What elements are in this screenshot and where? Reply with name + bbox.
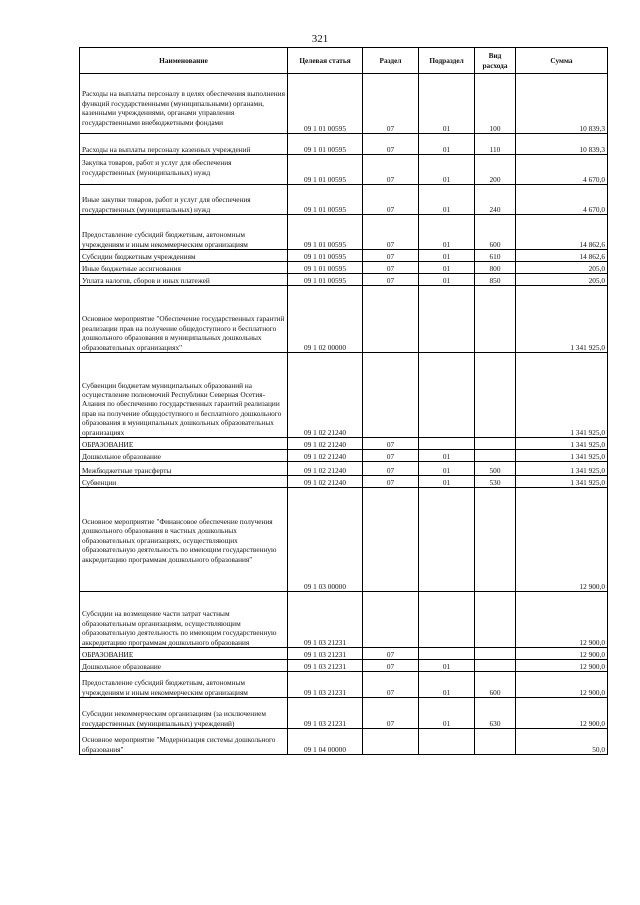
code-cell: 09 1 03 21231 [288, 592, 363, 648]
expense-type-cell: 600 [475, 215, 516, 250]
section-cell: 07 [363, 262, 419, 274]
name-text: Субсидии некоммерческим организациям (за исключением государственных (муниципальных) учреждений) [82, 709, 266, 728]
section-cell [363, 286, 419, 353]
amount-cell: 14 862,6 [516, 250, 608, 262]
code-cell: 09 1 02 21240 [288, 353, 363, 438]
budget-table [79, 47, 608, 755]
name-cell [80, 698, 288, 729]
name-cell [80, 250, 288, 262]
name-text: Субсидии бюджетным учреждениям [82, 251, 196, 261]
name-cell [80, 592, 288, 648]
table-row [80, 185, 608, 215]
name-text: Субвенции бюджетам муниципальных образований на осуществление полномочий Республики Северная Осетия-Алания по обеспечению государственных гарантий реализации прав на получение общедоступного и бесплатного дошкольного образования в муниципальных дошкольных образовательных организациях [82, 380, 282, 437]
expense-type-cell [475, 592, 516, 648]
name-cell [80, 134, 288, 155]
expense-type-cell [475, 450, 516, 462]
subsection-cell [419, 729, 475, 755]
table-row [80, 74, 608, 134]
name-text: Дошкольное образование [82, 661, 162, 671]
section-cell: 07 [363, 476, 419, 488]
table-row [80, 476, 608, 488]
table-row [80, 648, 608, 660]
subsection-cell: 01 [419, 155, 475, 185]
table-row [80, 660, 608, 672]
section-cell: 07 [363, 250, 419, 262]
subsection-cell: 01 [419, 462, 475, 476]
code-cell: 09 1 03 21231 [288, 672, 363, 698]
subsection-cell: 01 [419, 274, 475, 286]
amount-cell: 1 341 925,0 [516, 353, 608, 438]
subsection-cell [419, 286, 475, 353]
amount-cell: 1 341 925,0 [516, 476, 608, 488]
name-text: Предоставление субсидий бюджетным, автономным учреждениям и иным некоммерческим организациям [82, 230, 248, 249]
name-text: Закупка товаров, работ и услуг для обеспечения государственных (муниципальных) нужд [82, 158, 232, 177]
subsection-cell: 01 [419, 476, 475, 488]
name-text: ОБРАЗОВАНИЕ [82, 439, 134, 449]
code-cell: 09 1 03 21231 [288, 660, 363, 672]
expense-type-cell: 530 [475, 476, 516, 488]
column-header-section: Раздел [363, 48, 419, 74]
expense-type-cell: 600 [475, 672, 516, 698]
page-number: 321 [311, 33, 329, 45]
section-cell: 07 [363, 698, 419, 729]
section-cell: 07 [363, 185, 419, 215]
table-row [80, 592, 608, 648]
section-cell [363, 353, 419, 438]
code-cell: 09 1 01 00595 [288, 274, 363, 286]
amount-cell: 205,0 [516, 262, 608, 274]
table-row [80, 672, 608, 698]
subsection-cell: 01 [419, 450, 475, 462]
section-cell: 07 [363, 672, 419, 698]
subsection-cell: 01 [419, 134, 475, 155]
name-cell [80, 215, 288, 250]
amount-cell: 12 900,0 [516, 698, 608, 729]
column-header-subsection: Подраздел [419, 48, 475, 74]
name-cell [80, 488, 288, 592]
amount-cell: 1 341 925,0 [516, 450, 608, 462]
table-row [80, 262, 608, 274]
name-text: Предоставление субсидий бюджетным, автономным учреждениям и иным некоммерческим организациям [82, 678, 248, 697]
table-row [80, 729, 608, 755]
section-cell: 07 [363, 450, 419, 462]
subsection-cell [419, 488, 475, 592]
section-cell: 07 [363, 274, 419, 286]
expense-type-cell: 240 [475, 185, 516, 215]
table-body [80, 74, 608, 755]
section-cell: 07 [363, 438, 419, 450]
name-text: Субсидии на возмещение части затрат частным образовательным организациям, осуществляющим образовательную деятельность по имеющим государственную аккредитацию программам дошкольного образования [82, 609, 277, 647]
section-cell: 07 [363, 660, 419, 672]
name-cell [80, 74, 288, 134]
amount-cell: 4 670,0 [516, 155, 608, 185]
name-text: Межбюджетные трансферты [82, 465, 172, 475]
amount-cell: 50,0 [516, 729, 608, 755]
subsection-cell: 01 [419, 698, 475, 729]
table-row [80, 134, 608, 155]
amount-cell: 1 341 925,0 [516, 462, 608, 476]
subsection-cell [419, 438, 475, 450]
name-cell [80, 648, 288, 660]
name-text: ОБРАЗОВАНИЕ [82, 649, 134, 659]
expense-type-cell [475, 660, 516, 672]
expense-type-cell [475, 488, 516, 592]
name-cell [80, 660, 288, 672]
section-cell: 07 [363, 134, 419, 155]
section-cell: 07 [363, 155, 419, 185]
expense-type-cell: 800 [475, 262, 516, 274]
subsection-cell: 01 [419, 74, 475, 134]
subsection-cell [419, 353, 475, 438]
table-row [80, 215, 608, 250]
expense-type-cell: 630 [475, 698, 516, 729]
table-row [80, 274, 608, 286]
code-cell: 09 1 01 00595 [288, 250, 363, 262]
code-cell: 09 1 02 21240 [288, 462, 363, 476]
name-cell [80, 672, 288, 698]
amount-cell: 12 900,0 [516, 488, 608, 592]
amount-cell: 4 670,0 [516, 185, 608, 215]
name-cell [80, 353, 288, 438]
name-text: Субвенции [82, 477, 117, 487]
table-row [80, 462, 608, 476]
table-row [80, 155, 608, 185]
section-cell: 07 [363, 462, 419, 476]
name-text: Уплата налогов, сборов и иных платежей [82, 275, 210, 285]
name-text: Иные бюджетные ассигнования [82, 263, 181, 273]
expense-type-cell: 110 [475, 134, 516, 155]
table-row [80, 438, 608, 450]
expense-type-cell [475, 438, 516, 450]
table-row [80, 450, 608, 462]
code-cell: 09 1 03 21231 [288, 698, 363, 729]
name-text: Дошкольное образование [82, 451, 162, 461]
expense-type-cell: 200 [475, 155, 516, 185]
section-cell: 07 [363, 74, 419, 134]
code-cell: 09 1 02 21240 [288, 476, 363, 488]
name-cell [80, 155, 288, 185]
expense-type-cell: 610 [475, 250, 516, 262]
code-cell: 09 1 01 00595 [288, 134, 363, 155]
subsection-cell: 01 [419, 215, 475, 250]
section-cell [363, 488, 419, 592]
column-header-amount: Сумма [516, 48, 608, 74]
expense-type-cell: 850 [475, 274, 516, 286]
name-cell [80, 476, 288, 488]
subsection-cell: 01 [419, 250, 475, 262]
section-cell [363, 729, 419, 755]
name-cell [80, 450, 288, 462]
name-cell [80, 274, 288, 286]
table-row [80, 250, 608, 262]
code-cell: 09 1 03 00000 [288, 488, 363, 592]
table-row [80, 353, 608, 438]
code-cell: 09 1 02 21240 [288, 450, 363, 462]
code-cell: 09 1 02 21240 [288, 438, 363, 450]
subsection-cell: 01 [419, 185, 475, 215]
subsection-cell: 01 [419, 262, 475, 274]
column-header-code: Целевая статья [288, 48, 363, 74]
name-text: Основное мероприятие "Модернизация системы дошкольного образования" [82, 735, 276, 754]
name-cell [80, 729, 288, 755]
table-row [80, 286, 608, 353]
name-text: Основное мероприятие "Финансовое обеспечение получения дошкольного образования в частных дошкольных образовательных организациях, осуществляющих образовательную деятельность по имеющим государственную аккредитацию программам дошкольного образования" [82, 516, 277, 564]
expense-type-cell [475, 729, 516, 755]
name-text: Расходы на выплаты персоналу казенных учреждений [82, 144, 251, 154]
name-cell [80, 262, 288, 274]
amount-cell: 10 839,3 [516, 74, 608, 134]
code-cell: 09 1 01 00595 [288, 215, 363, 250]
code-cell: 09 1 01 00595 [288, 185, 363, 215]
amount-cell: 1 341 925,0 [516, 438, 608, 450]
section-cell: 07 [363, 648, 419, 660]
amount-cell: 1 341 925,0 [516, 286, 608, 353]
name-text: Расходы на выплаты персоналу в целях обеспечения выполнения функций государственными (муниципальными) органами, казенными учреждениями, органами управления государственными внебюджетными фондами [82, 89, 285, 127]
code-cell: 09 1 01 00595 [288, 262, 363, 274]
name-cell [80, 462, 288, 476]
amount-cell: 10 839,3 [516, 134, 608, 155]
table-header-row [80, 48, 608, 74]
subsection-cell [419, 592, 475, 648]
table-row [80, 488, 608, 592]
amount-cell: 12 900,0 [516, 672, 608, 698]
amount-cell: 205,0 [516, 274, 608, 286]
expense-type-cell [475, 353, 516, 438]
expense-type-cell: 500 [475, 462, 516, 476]
code-cell: 09 1 03 21231 [288, 648, 363, 660]
subsection-cell [419, 648, 475, 660]
name-cell [80, 185, 288, 215]
column-header-expense-type: Вид расхода [475, 48, 516, 74]
name-cell [80, 286, 288, 353]
code-cell: 09 1 01 00595 [288, 155, 363, 185]
expense-type-cell: 100 [475, 74, 516, 134]
column-header-name: Наименование [80, 48, 288, 74]
section-cell: 07 [363, 215, 419, 250]
amount-cell: 12 900,0 [516, 648, 608, 660]
name-cell [80, 438, 288, 450]
expense-type-cell [475, 286, 516, 353]
expense-type-cell [475, 648, 516, 660]
name-text: Основное мероприятие "Обеспечение государственных гарантий реализации прав на получение общедоступного и бесплатного дошкольного образования в муниципальных дошкольных образовательных организациях" [82, 314, 285, 352]
amount-cell: 14 862,6 [516, 215, 608, 250]
code-cell: 09 1 02 00000 [288, 286, 363, 353]
section-cell [363, 592, 419, 648]
name-text: Иные закупки товаров, работ и услуг для обеспечения государственных (муниципальных) нужд [82, 195, 251, 214]
amount-cell: 12 900,0 [516, 592, 608, 648]
subsection-cell: 01 [419, 660, 475, 672]
subsection-cell: 01 [419, 672, 475, 698]
table-row [80, 698, 608, 729]
code-cell: 09 1 01 00595 [288, 74, 363, 134]
code-cell: 09 1 04 00000 [288, 729, 363, 755]
amount-cell: 12 900,0 [516, 660, 608, 672]
